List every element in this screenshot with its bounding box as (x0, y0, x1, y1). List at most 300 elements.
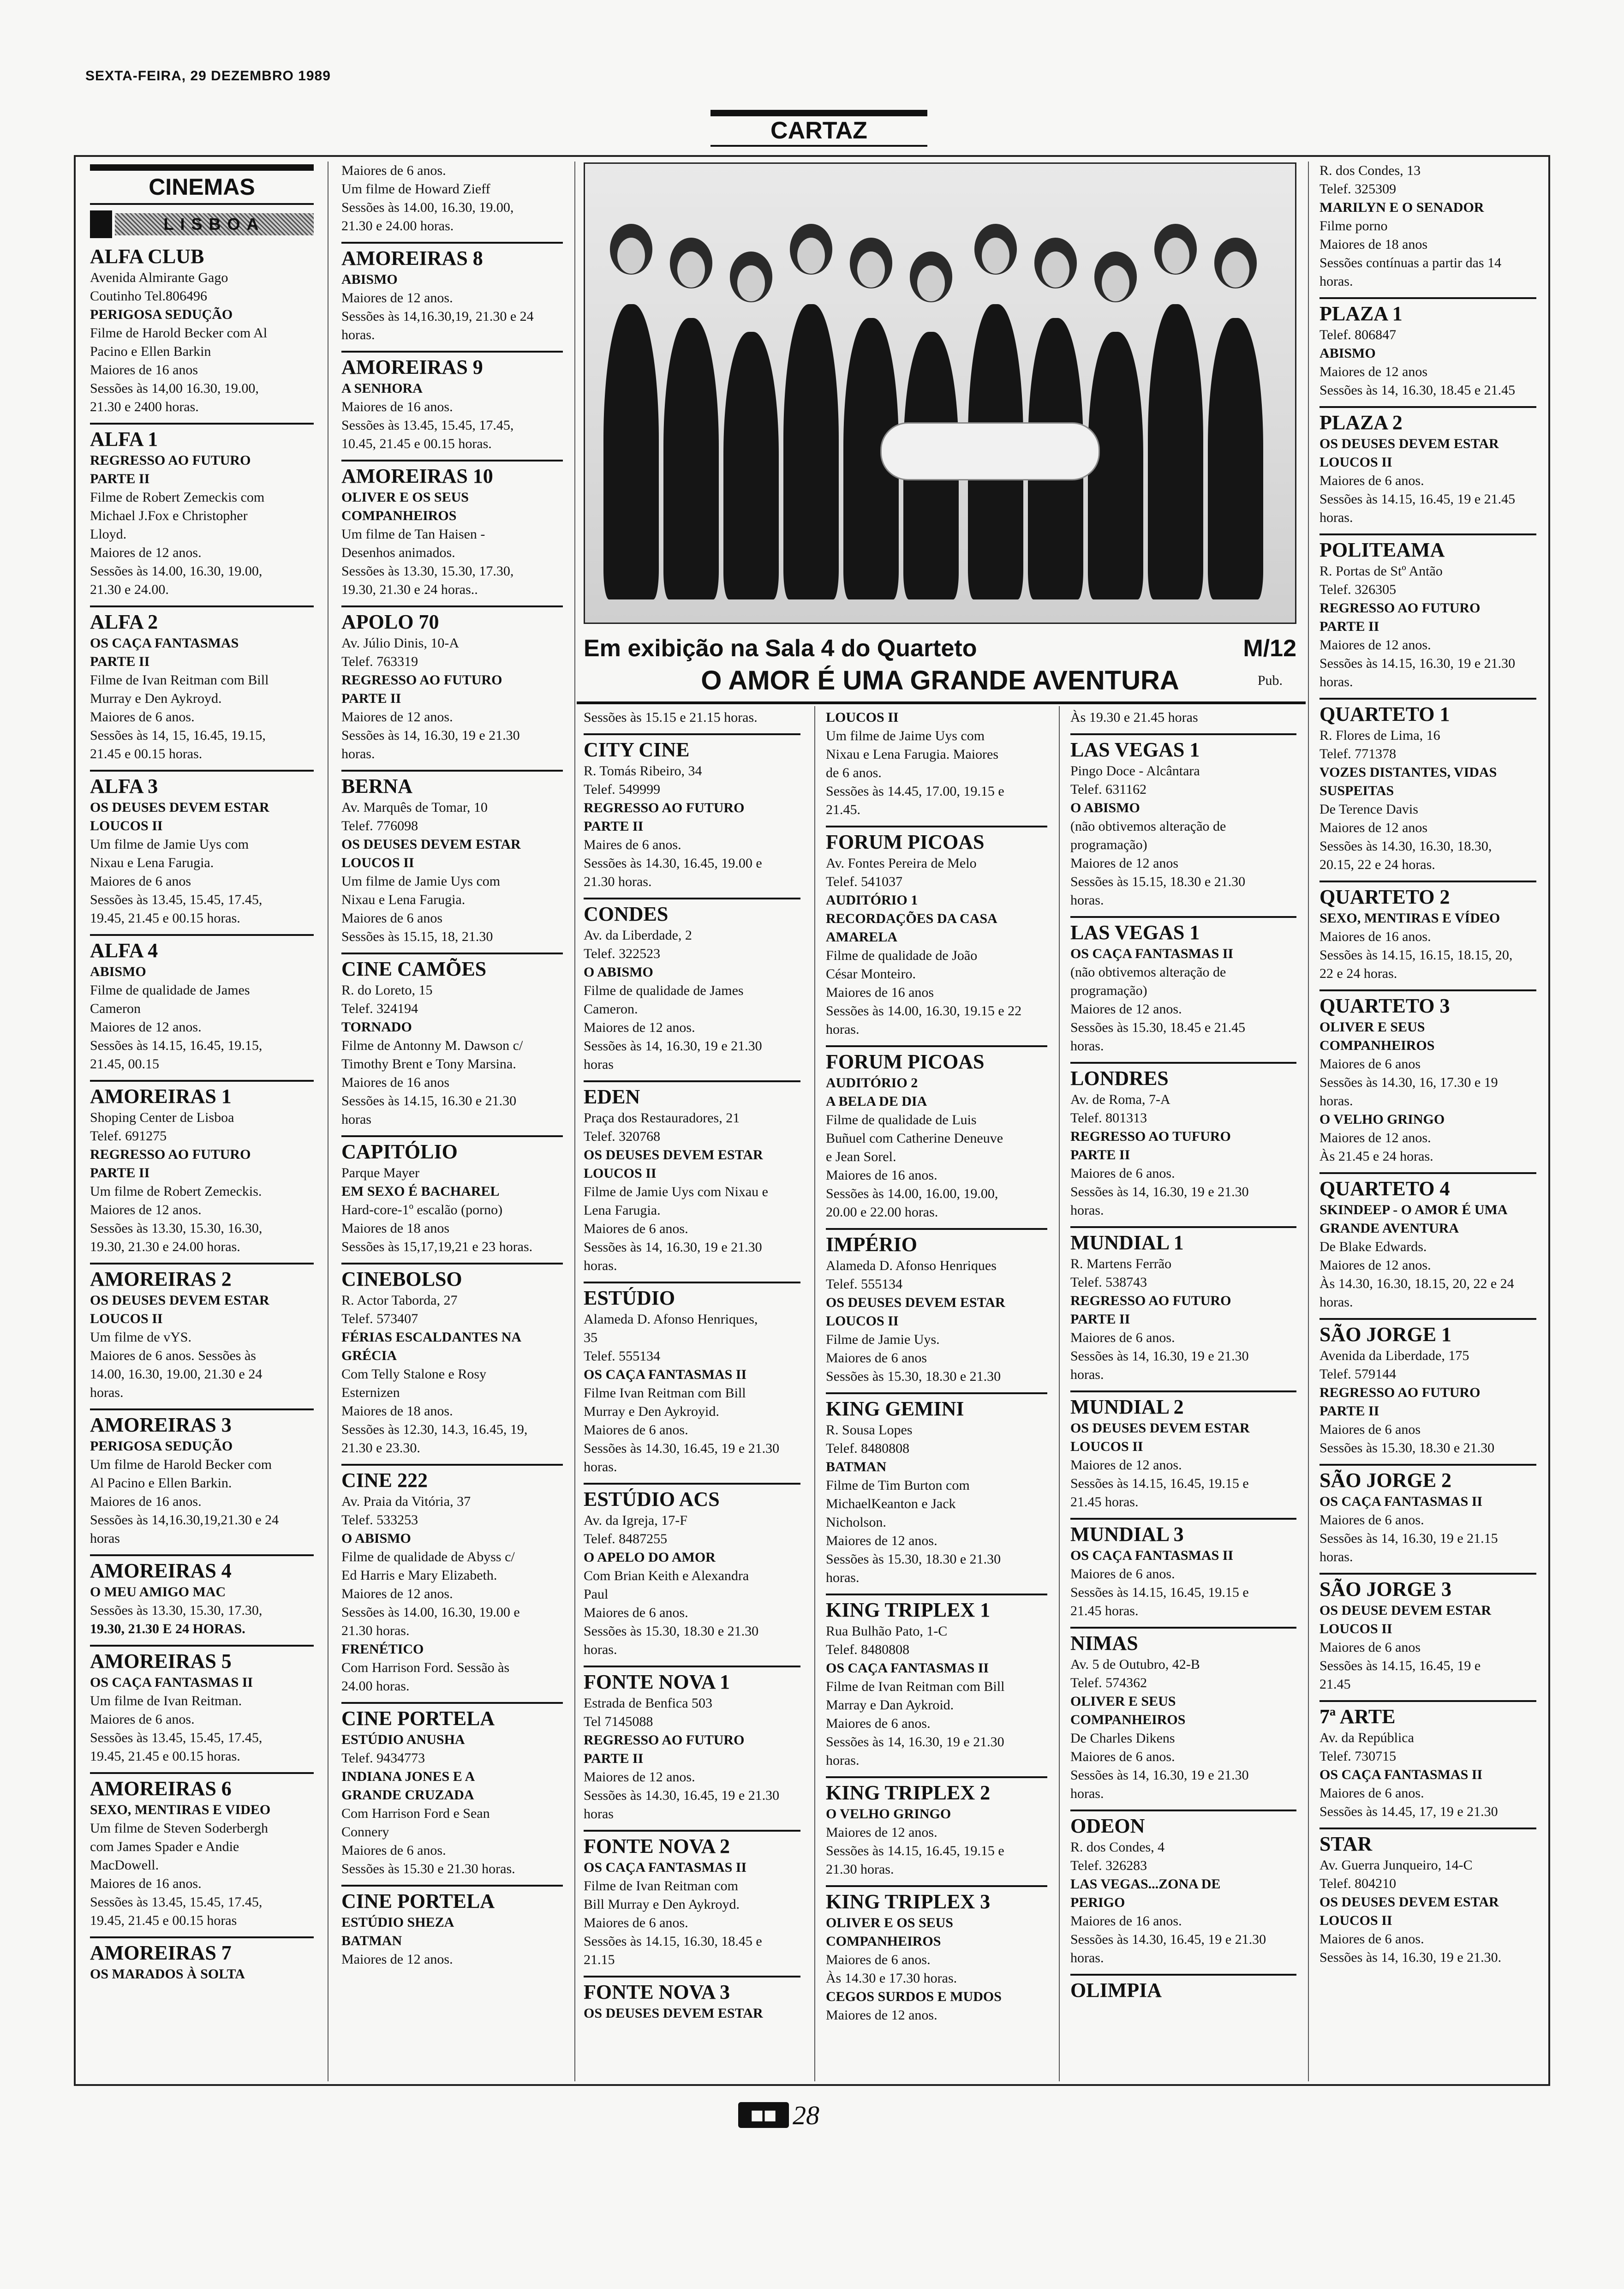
cinema-name: NIMAS (1070, 1632, 1138, 1654)
cinema-listing (90, 1936, 314, 1983)
cinema-name: QUARTETO 4 (1320, 1177, 1450, 1200)
cinema-name: FONTE NOVA 3 (584, 1981, 730, 2003)
listing-line: Maiores de 6 anos. (1070, 1330, 1175, 1345)
listing-line: LAS VEGAS...ZONA DE (1070, 1876, 1221, 1892)
cinema-name: ODEON (1070, 1815, 1145, 1837)
listing-line: Maiores de 6 anos. (1320, 1786, 1424, 1801)
cinema-listing (584, 898, 800, 1074)
person-figure (1208, 318, 1263, 599)
listing-line: R. Sousa Lopes (826, 1422, 913, 1438)
cinema-name: ESTÚDIO (584, 1287, 675, 1309)
cinema-listing (584, 1666, 800, 1823)
listing-line: Maiores de 6 anos. (584, 1915, 688, 1930)
cinema-name: AMOREIRAS 8 (341, 247, 483, 270)
page-number: 28 (793, 2100, 819, 2130)
listing-line: 19.45, 21.45 e 00.15 horas (90, 1913, 237, 1928)
listing-line: Sessões às 14.15, 16.30, 18.45 e (584, 1934, 762, 1949)
listing-line: horas. (826, 1753, 860, 1768)
listing-divider (1320, 1828, 1536, 1829)
cinema-listing (1070, 1627, 1296, 1803)
listing-line: Filme de Ivan Reitman com (584, 1878, 738, 1894)
listing-line: horas. (1070, 1203, 1104, 1218)
listing-line: Maiores de 16 anos. (1320, 929, 1431, 944)
listing-line: Filme de Jamie Uys. (826, 1332, 940, 1347)
listing-line: Maiores de 12 anos (1070, 856, 1179, 871)
listing-line: Ed Harris e Mary Elizabeth. (341, 1568, 497, 1583)
listing-line: REGRESSO AO FUTURO (584, 800, 745, 815)
cinema-listing (584, 708, 800, 727)
listing-line: Sessões às 15.30, 18.30 e 21.30 (1320, 1440, 1495, 1456)
cinema-listing (90, 770, 314, 928)
cinema-listing (1070, 708, 1296, 727)
listing-line: Sessões às 13.45, 15.45, 17.45, (90, 892, 263, 907)
listing-line: PARTE II (1070, 1147, 1130, 1162)
listing-line: horas. (90, 1385, 124, 1400)
cinema-name: 7ª ARTE (1320, 1705, 1396, 1728)
listing-line: A BELA DE DIA (826, 1094, 927, 1109)
listing-line: Av. da Igreja, 17-F (584, 1513, 687, 1528)
listing-line: Sessões às 14.00, 16.30, 19.00 e (341, 1605, 520, 1620)
person-figure (783, 304, 839, 599)
listing-divider (1320, 533, 1536, 535)
cinema-listing (1070, 1974, 1296, 2002)
listing-line: Um filme de Jamie Uys com (341, 874, 501, 889)
cinema-listing (826, 1392, 1047, 1587)
ad-tagline (584, 635, 1296, 662)
listing-line: Sessões às 14, 16.30, 19 e 21.30 (584, 1038, 762, 1054)
listing-line: PARTE II (1320, 1403, 1379, 1419)
listing-line: 22 e 24 horas. (1320, 966, 1397, 981)
cinema-listing (90, 1554, 314, 1638)
cinema-listing (1070, 1390, 1296, 1511)
listing-line: MacDowell. (90, 1858, 159, 1873)
listing-line: PERIGOSA SEDUÇÃO (90, 307, 233, 322)
listing-line: Telef. 730715 (1320, 1749, 1397, 1764)
cinema-listing (584, 1976, 800, 2023)
listing-line: Al Pacino e Ellen Barkin. (90, 1475, 232, 1491)
listing-line: Telef. 8480808 (826, 1441, 910, 1456)
listing-line: Maiores de 16 anos. (341, 399, 453, 414)
listing-line: Filme de qualidade de Abyss c/ (341, 1549, 515, 1564)
cinema-listing (341, 162, 563, 235)
listing-line: Pingo Doce - Alcântara (1070, 763, 1200, 779)
listing-divider (90, 1772, 314, 1774)
listing-line: Alameda D. Afonso Henriques, (584, 1312, 758, 1327)
listing-divider (341, 953, 563, 954)
listing-line: Sessões às 14.15, 16.30 e 21.30 (341, 1093, 517, 1109)
cinema-name: LAS VEGAS 1 (1070, 738, 1200, 761)
cinema-listing (584, 733, 800, 891)
listing-line: Sessões às 15.15, 18, 21.30 (341, 929, 493, 944)
listing-line: Maiores de 16 anos (826, 985, 934, 1000)
listing-line: OS CAÇA FANTASMAS II (1320, 1494, 1483, 1509)
cinema-name: CINE PORTELA (341, 1890, 495, 1912)
listing-line: Michael J.Fox e Christopher (90, 508, 248, 523)
listing-divider (584, 1282, 800, 1283)
cinema-listing (826, 826, 1047, 1039)
listing-line: horas. (1070, 1367, 1104, 1382)
listing-line: Sessões às 14.30, 16.45, 19 e 21.30 (1070, 1932, 1266, 1947)
cinema-name: AMOREIRAS 5 (90, 1650, 232, 1672)
listing-line: Sessões às 14.15, 16.45, 19 e 21.45 (1320, 491, 1516, 507)
listing-line: 21.30 horas. (584, 874, 652, 889)
listing-line: OS CAÇA FANTASMAS II (1070, 946, 1234, 961)
listing-divider (1070, 916, 1296, 918)
listing-line: PARTE II (1070, 1312, 1130, 1327)
cinema-name: FORUM PICOAS (826, 1050, 985, 1073)
listing-line: Filme de Ivan Reitman com Bill (90, 672, 269, 688)
listing-line: programação) (1070, 983, 1147, 998)
listing-line: 21.45, 00.15 (90, 1056, 159, 1072)
listing-line: Av. Guerra Junqueiro, 14-C (1320, 1858, 1473, 1873)
listing-line: Maiores de 18 anos (341, 1221, 450, 1236)
listing-line: Telef. 533253 (341, 1512, 418, 1528)
listing-line: LOUCOS II (584, 1166, 657, 1181)
listing-line: ESTÚDIO ANUSHA (341, 1732, 465, 1747)
listing-line: Maiores de 16 anos. (826, 1168, 937, 1183)
cinema-listing (90, 245, 314, 416)
cinema-name: STAR (1320, 1833, 1373, 1855)
listing-divider (341, 1263, 563, 1264)
listing-line: Desenhos animados. (341, 545, 455, 560)
listing-line: Sessões às 14.00, 16.30, 19.00, (341, 200, 514, 215)
listing-divider (1070, 1062, 1296, 1064)
listing-line: Sessões às 15,17,19,21 e 23 horas. (341, 1239, 533, 1254)
person-face (737, 265, 765, 301)
listing-line: Maiores de 6 anos. (584, 1422, 688, 1438)
listing-line: horas. (1320, 274, 1353, 289)
cinema-listing (1070, 1226, 1296, 1384)
listing-line: Telef. 555134 (584, 1348, 661, 1364)
cinema-listing (341, 1464, 563, 1696)
cinema-listing (90, 1408, 314, 1548)
cinema-listing (90, 1772, 314, 1930)
cinema-listing (90, 934, 314, 1073)
cinema-listing (1320, 989, 1536, 1166)
listing-line: Maiores de 12 anos. (90, 1202, 202, 1217)
listing-line: Sessões às 14, 16.30, 19 e 21.15 (1320, 1531, 1498, 1546)
listing-line: horas (341, 1112, 371, 1127)
listing-divider (1320, 406, 1536, 408)
cinema-listing (90, 1263, 314, 1402)
cinema-name: FORUM PICOAS (826, 831, 985, 853)
listing-line: horas. (1320, 1549, 1353, 1564)
listing-line: 21.30 horas. (341, 1623, 410, 1638)
section-title: CARTAZ (770, 117, 867, 144)
listing-line: Esternizen (341, 1385, 400, 1400)
cinema-listing (341, 242, 563, 344)
listing-line: Às 21.45 e 24 horas. (1320, 1149, 1433, 1164)
cinema-listing (1320, 297, 1536, 400)
listing-line: Telef. 801313 (1070, 1110, 1147, 1126)
listing-divider (90, 1936, 314, 1938)
listing-line: OS CAÇA FANTASMAS II (584, 1367, 747, 1382)
listing-line: Um filme de Robert Zemeckis. (90, 1184, 262, 1199)
lisboa-banner (90, 210, 314, 238)
cinema-listing (341, 1263, 563, 1457)
listing-divider (826, 826, 1047, 827)
listing-line: Avenida Almirante Gago (90, 270, 228, 285)
listing-line: Telef. 574362 (1070, 1675, 1147, 1690)
listing-line: Com Harrison Ford. Sessão às (341, 1660, 510, 1675)
listing-line: Sessões às 14, 16.30, 19 e 21.30 (1070, 1348, 1249, 1364)
listing-line: 21.45 (1320, 1677, 1351, 1692)
listing-line: OS DEUSES DEVEM ESTAR (1320, 1894, 1499, 1910)
listing-line: 19.30, 21.30 e 24 horas.. (341, 582, 478, 597)
listing-line: Maiores de 6 anos (1320, 1422, 1421, 1437)
cinema-listing (826, 1776, 1047, 1879)
cinema-listing (826, 1045, 1047, 1222)
listing-divider (584, 733, 800, 735)
listing-line: Maiores de 12 anos. (341, 1586, 453, 1601)
listing-line: Maiores de 16 anos (341, 1075, 450, 1090)
listing-line: Paul (584, 1587, 609, 1602)
listing-divider (826, 1392, 1047, 1394)
column-rule (574, 162, 575, 2081)
listing-divider (584, 1666, 800, 1667)
cinema-listing (341, 770, 563, 946)
cinema-listing (584, 1830, 800, 1969)
listing-line: MichaelKeanton e Jack (826, 1496, 956, 1511)
listing-line: 10.45, 21.45 e 00.15 horas. (341, 436, 492, 451)
listing-line: R. Tomás Ribeiro, 34 (584, 763, 702, 779)
listing-line: 19.30, 21.30 e 24.00 horas. (90, 1239, 240, 1254)
listing-line: 21.30 horas. (826, 1862, 894, 1877)
listing-line: Av. da Liberdade, 2 (584, 928, 692, 943)
listing-line: AMARELA (826, 929, 897, 945)
listing-divider (1320, 1700, 1536, 1702)
column-entries (826, 708, 1047, 2025)
cinema-name: POLITEAMA (1320, 539, 1445, 561)
cinema-name: CAPITÓLIO (341, 1140, 458, 1163)
listing-line: OS DEUSE DEVEM ESTAR (1320, 1603, 1492, 1618)
listing-line: Maiores de 12 anos. (90, 545, 202, 560)
listing-line: Rua Bulhão Pato, 1-C (826, 1624, 948, 1639)
listing-line: ABISMO (90, 964, 146, 979)
listing-line: 21.45 horas. (1070, 1603, 1139, 1618)
listing-line: 21.45 horas. (1070, 1494, 1139, 1510)
listing-line: O VELHO GRINGO (1320, 1112, 1445, 1127)
listing-divider (1320, 1172, 1536, 1174)
person-face (1222, 252, 1249, 288)
listing-line: Maiores de 12 anos. (1320, 1258, 1431, 1273)
listing-line: EM SEXO É BACHAREL (341, 1184, 500, 1199)
listing-line: horas (90, 1531, 120, 1546)
listing-divider (1070, 733, 1296, 735)
listing-line: OLIVER E SEUS (1320, 1019, 1425, 1035)
listing-line: Praça dos Restauradores, 21 (584, 1110, 740, 1126)
column-rule (814, 706, 815, 2081)
listing-line: O APELO DO AMOR (584, 1550, 716, 1565)
listing-line: 19.45, 21.45 e 00.15 horas. (90, 1749, 240, 1764)
listing-line: Av. Fontes Pereira de Melo (826, 856, 977, 871)
cinema-listing (341, 1885, 563, 1969)
listing-line: Maiores de 6 anos. (1320, 1931, 1424, 1947)
listing-line: Sessões às 15.30, 18.45 e 21.45 (1070, 1020, 1246, 1035)
cinema-name: CINE 222 (341, 1469, 428, 1492)
listing-line: Maiores de 12 anos (1320, 364, 1428, 379)
listing-line: Sessões às 14.15, 16.45, 19.15, (90, 1038, 263, 1053)
listing-line: Maiores de 16 anos. (90, 1494, 202, 1509)
person-face (617, 238, 645, 274)
listing-line: Maiores de 6 anos (826, 1350, 927, 1366)
listing-line: REGRESSO AO FUTURO (1320, 1385, 1481, 1400)
listing-line: Sessões contínuas a partir das 14 (1320, 255, 1502, 270)
column-rule (1308, 162, 1309, 2081)
listing-line: Sessões às 14.45, 17.00, 19.15 e (826, 784, 1004, 799)
person-face (1102, 265, 1129, 301)
listing-line: OLIVER E OS SEUS (826, 1915, 953, 1930)
listing-line: REGRESSO AO FUTURO (1320, 600, 1481, 616)
listing-line: LOUCOS II (826, 1313, 899, 1329)
listing-line: Sessões às 14.30, 16, 17.30 e 19 (1320, 1075, 1498, 1090)
listing-line: Maires de 6 anos. (584, 837, 681, 852)
cinema-listing (341, 1135, 563, 1256)
cinemas-title: CINEMAS (149, 174, 255, 200)
listing-line: Sessões às 14.00, 16.00, 19.00, (826, 1186, 998, 1201)
cinemas-header (90, 164, 314, 205)
listing-line: com James Spader e Andie (90, 1839, 239, 1854)
cinema-name: AMOREIRAS 9 (341, 356, 483, 378)
ad-movie-title (584, 665, 1296, 697)
listing-line: Estrada de Benfica 503 (584, 1696, 713, 1711)
cinema-name: BERNA (341, 775, 413, 797)
listing-line: Maiores de 6 anos (1320, 1056, 1421, 1072)
listing-line: 21.30 e 2400 horas. (90, 399, 199, 414)
listing-line: OLIVER E SEUS (1070, 1694, 1176, 1709)
listing-line: Sessões às 15.30 e 21.30 horas. (341, 1861, 515, 1876)
column-entries (341, 162, 563, 1969)
listing-line: Sessões às 14, 16.30, 19 e 21.30 (341, 728, 520, 743)
listing-line: Av. Praia da Vitória, 37 (341, 1494, 471, 1509)
person-figure (1148, 304, 1203, 599)
listing-line: De Blake Edwards. (1320, 1239, 1427, 1254)
cinema-listing (341, 605, 563, 763)
listing-line: TORNADO (341, 1019, 412, 1035)
banner-block (90, 210, 112, 238)
listing-line: Telef. 631162 (1070, 782, 1147, 797)
cinema-listing (584, 1483, 800, 1659)
listing-divider (90, 1408, 314, 1410)
listing-line: (não obtivemos alteração de (1070, 965, 1226, 980)
listing-line: R. dos Condes, 13 (1320, 163, 1421, 178)
cinema-listing (341, 460, 563, 599)
listing-line: LOUCOS II (1070, 1439, 1143, 1454)
listing-divider (341, 1885, 563, 1887)
listing-line: programação) (1070, 837, 1147, 852)
listing-line: Pacino e Ellen Barkin (90, 344, 211, 359)
listing-line: Filme de qualidade de Luis (826, 1112, 977, 1127)
listing-line: Maiores de 6 anos. (1070, 1749, 1175, 1764)
listing-line: OS CAÇA FANTASMAS II (826, 1660, 989, 1676)
listing-line: SUSPEITAS (1320, 783, 1394, 798)
listing-line: PARTE II (90, 654, 150, 669)
listing-line: Maiores de 12 anos. (341, 290, 453, 306)
listing-divider (826, 1594, 1047, 1595)
listing-line: LOUCOS II (1320, 455, 1392, 470)
listing-line: FRENÉTICO (341, 1642, 424, 1657)
listing-line: R. Flores de Lima, 16 (1320, 728, 1440, 743)
listing-line: 19.45, 21.45 e 00.15 horas. (90, 911, 240, 926)
cinema-listing (1320, 1172, 1536, 1312)
listing-line: Maiores de 12 anos. (1070, 1457, 1182, 1473)
listing-line: Av. de Roma, 7-A (1070, 1092, 1170, 1107)
cinema-listing (341, 1702, 563, 1878)
cinema-listing (1070, 1810, 1296, 1967)
listing-line: Sessões às 14.30, 16.45, 19 e 21.30 (584, 1788, 780, 1803)
listing-line: Sessões às 14.30, 16.30, 18.30, (1320, 839, 1492, 854)
listing-line: horas. (1320, 1093, 1353, 1109)
listing-divider (584, 1483, 800, 1485)
page-footer (738, 2099, 819, 2131)
listing-line: horas. (1070, 1786, 1104, 1801)
person-face (1042, 252, 1069, 288)
listing-line: Filme de qualidade de James (90, 983, 250, 998)
listing-divider (1070, 1518, 1296, 1520)
cinema-name: LAS VEGAS 1 (1070, 921, 1200, 944)
listing-line: Filme de Ivan Reitman com Bill (826, 1679, 1005, 1694)
listing-line: O MEU AMIGO MAC (90, 1584, 226, 1600)
listing-line: Maiores de 6 anos. (341, 163, 446, 178)
listing-line: Sessões às 14, 16.30, 18.45 e 21.45 (1320, 383, 1516, 398)
listing-line: Maiores de 12 anos. (826, 2007, 937, 2023)
listing-line: horas (584, 1806, 614, 1822)
listing-line: Maiores de 12 anos. (1070, 1001, 1182, 1017)
listing-line: REGRESSO AO TUFURO (1070, 1129, 1231, 1144)
listings-column-1 (90, 162, 314, 1983)
listing-line: 20.15, 22 e 24 horas. (1320, 857, 1435, 872)
listing-divider (826, 1045, 1047, 1047)
listing-line: Telef. 8487255 (584, 1531, 668, 1546)
listing-line: Às 19.30 e 21.45 horas (1070, 710, 1198, 725)
listing-line: Connery (341, 1824, 389, 1840)
cinema-name: ALFA 2 (90, 611, 158, 633)
listing-line: Bill Murray e Den Aykroyd. (584, 1897, 740, 1912)
listing-line: Maiores de 12 anos. (1320, 637, 1431, 653)
listing-line: Telef. 763319 (341, 654, 418, 669)
listing-line: Às 14.30 e 17.30 horas. (826, 1971, 957, 1986)
cinema-name: QUARTETO 2 (1320, 886, 1450, 908)
listing-line: Sessões às 14,16.30,19, 21.30 e 24 (341, 309, 534, 324)
listing-line: REGRESSO AO FUTURO (584, 1732, 745, 1748)
listing-line: 24.00 horas. (341, 1678, 410, 1694)
cinema-listing (1320, 881, 1536, 983)
cinema-name: PLAZA 2 (1320, 411, 1403, 434)
listing-line: 20.00 e 22.00 horas. (826, 1204, 938, 1220)
listing-divider (90, 770, 314, 772)
listing-line: Nixau e Lena Farugia. (90, 855, 214, 870)
cinema-name: QUARTETO 3 (1320, 995, 1450, 1017)
listing-line: CEGOS SURDOS E MUDOS (826, 1989, 1002, 2004)
listing-line: ESTÚDIO SHEZA (341, 1915, 454, 1930)
cinema-listing (1320, 1828, 1536, 1967)
listing-line: Filme Ivan Reitman com Bill (584, 1385, 746, 1401)
cinema-listing (1070, 733, 1296, 910)
listing-line: Maiores de 6 anos. (584, 1605, 688, 1620)
listing-line: Cameron. (584, 1001, 638, 1017)
lying-figure (880, 422, 1100, 480)
listing-line: O ABISMO (341, 1531, 411, 1546)
listing-line: Sessões às 13.30, 15.30, 17.30, (90, 1603, 263, 1618)
listing-line: Sessões às 14, 15, 16.45, 19.15, (90, 728, 266, 743)
listing-line: OS DEUSES DEVEM ESTAR (584, 1147, 763, 1162)
listing-line: Maiores de 6 anos. Sessões às (90, 1348, 256, 1363)
listing-line: Um filme de Steven Soderbergh (90, 1821, 269, 1836)
listing-line: A SENHORA (341, 381, 423, 396)
listing-divider (341, 242, 563, 244)
listing-line: GRANDE AVENTURA (1320, 1221, 1459, 1236)
cinema-listing (341, 351, 563, 453)
